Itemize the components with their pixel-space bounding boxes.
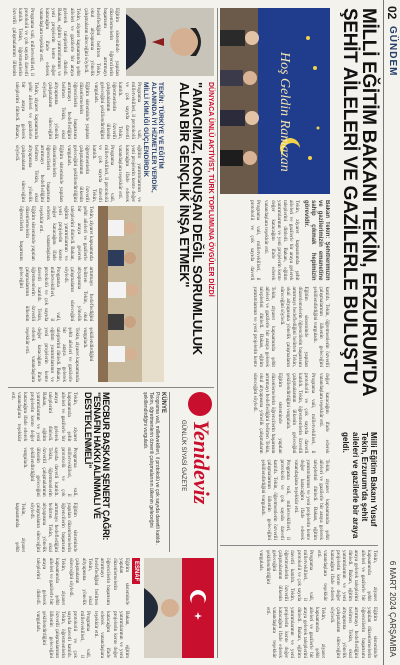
classroom-art <box>98 206 164 382</box>
side-story-headline: MECBUR BAŞKANI ŞENERT ÇAĞRI: "ESNAFIN HAKKI ALINMALI VE DESTEKLENMELİ" <box>82 392 111 541</box>
body-paragraph: Tekin, ziyaret kapsamında şehit aileleri ve gazilerle bir araya gelerek taleplerini dinledi. Bakan, eğitim yatırımlarının ve yeni projelerin kente değer katacağını ifade ederek vatandaşlara teşekkür etti. <box>263 200 301 281</box>
section-label: GÜNDEM <box>387 26 398 77</box>
portrait-art <box>126 8 214 76</box>
body-paragraph: Programa vali, milletvekilleri, il protokolü ve çok sayıda davetli katıldı. Tekin, öğretmenlerin özverili çalışmalarının ülkenin geleceğini şekillendirdiğini vurguladı. <box>17 266 94 362</box>
body-paragraph: Eğitim sisteminde yapılan düzenlemelerin öğrencilerin başarısını artırmayı hedeflediğini belirten Tekin, okul altyapısına yönelik çalışmaların süreceğini söyledi. <box>28 502 78 552</box>
main-photo-art <box>220 8 330 194</box>
body-paragraph: Eğitim sisteminde yapılan düzenlemelerin öğrencilerin başarısını artırmayı hedeflediğini belirten Tekin, okul altyapısına yönelik çalışmaların süreceğini söyledi. <box>40 82 91 139</box>
side-photo <box>144 558 214 658</box>
section-divider <box>217 8 218 658</box>
body-paragraph: Tekin, ziyaret kapsamında şehit aileleri ve gazilerle bir araya gelerek taleplerini dinledi. Bakan, eğitim yatırımlarının ve yeni projelerin kente değer katacağını ifade ederek vatandaşlara teşekkür etti. <box>264 607 327 658</box>
body-paragraph: Eğitim sisteminde yapılan düzenlemelerin öğrencilerin başarısını artırmayı hedeflediğini belirten Tekin, okul altyapısına yönelik çalışmaların süreceğini söyledi. <box>14 145 64 202</box>
side-photo-art <box>144 558 214 658</box>
second-story-text <box>8 82 142 202</box>
body-paragraph: Programa vali, milletvekilleri, il protokolü ve çok sayıda davetli katıldı. Tekin, öğretmenlerin özverili çalışmalarının ülkenin geleceğini şekillendirdiğini vurguladı. <box>249 200 330 367</box>
body-paragraph: Programa vali, milletvekilleri, il protokolü ve çok sayıda davetli katıldı. Tekin, öğretmenlerin özverili çalışmalarının ülkenin geleceğini şekillendirdiğini vurguladı. <box>92 82 142 139</box>
body-paragraph: Tekin, ziyaret kapsamında şehit aileleri ve gazilerle bir araya gelerek taleplerini dinledi. Bakan, eğitim yatırımlarının ve yeni projelerin kente değer katacağını ifade ederek vatandaşlara teşekkür etti. <box>37 8 81 76</box>
body-paragraph: Programa vali, milletvekilleri, il protokolü ve çok sayıda davetli katıldı. Tekin, öğretmenlerin özverili çalışmalarının ülkenin <box>10 8 36 76</box>
imprint-title: KÜNYE <box>160 392 166 414</box>
body-paragraph: Tekin, ziyaret kapsamında şehit aileleri ve gazilerle bir araya gelerek taleplerini dinledi. Bakan, eğitim yatırımlarının ve yeni projelerin kente değer katacağını ifade ederek vatandaşlara teşekkür etti. <box>38 206 94 261</box>
body-paragraph: Programa vali, milletvekilleri, il protokolü ve çok sayıda davetli katıldı. Tekin, öğretmenlerin özverili çalışmalarının ülkenin geleceğini şekillendirdiğini vurguladı. <box>258 550 314 601</box>
body-paragraph: Programa vali, milletvekilleri, il protokolü ve çok sayıda davetli katıldı. Tekin, öğretmenlerin özverili çalışmalarının ülkenin geleceğini şekillendirdiğini vurguladı. <box>284 373 316 454</box>
body-paragraph: Programa vali, milletvekilleri, il protokolü ve çok sayıda davetli katıldı. Tekin, öğretmenlerin özverili çalışmalarının ülkenin geleceğini şekillendirdiğini vurguladı. <box>65 145 116 202</box>
second-story-text-2 <box>8 206 94 382</box>
far-right-text <box>8 558 130 658</box>
classroom-photo <box>98 206 164 382</box>
main-headline: MİLLİ EĞİTİM BAKANI TEKİN, ERZURUM'DA ŞEHİT AİLELERİ VE GAZİLERLE BULUŞTU <box>338 8 379 396</box>
body-paragraph: Tekin, ziyaret kapsamında şehit aileleri ve gazilerle bir araya gelerek taleplerini dinledi. Bakan, eğitim yatırımlarının ve yeni projelerin kente değer katacağını ifade ederek vatandaşlara teşekkür etti. <box>316 550 378 601</box>
body-paragraph: Eğitim sisteminde yapılan düzenlemelerin öğrencilerin başarısını artırmayı hedeflediğini belirten Tekin, okul altyapısına yönelik çalışmaların süreceğini söyledi. <box>251 373 283 454</box>
body-paragraph: Eğitim sisteminde yapılan düzenlemelerin öğrencilerin başarısını artırmayı hedeflediğini belirten Tekin, okul altyapısına yönelik çalışmaların süreceğini söyledi. <box>17 206 94 322</box>
main-story-continuation <box>220 550 378 658</box>
body-paragraph: Tekin, ziyaret kapsamında şehit <box>14 502 27 552</box>
side-story-text <box>8 392 78 552</box>
imprint-text: Programa vali, milletvekilleri, il protokolü ve çok sayıda davetli katıldı. Tekin, öğretmenlerin özverili çalışmalarının ülkenin geleceğini şekillendirdiğini vurguladı. <box>142 392 160 545</box>
main-photo <box>220 8 330 194</box>
second-story-subhead: TEKİN: TÜRKİYE VE EĞİTİM ALANINDA İYİ HİZMETLER VERDİK, MİLLİ KİMLİĞİ GÜÇLENDİRDİK <box>142 82 164 193</box>
portrait-photo <box>126 8 214 76</box>
second-story-headline: "AMACIMIZ, KONUŞAN DEĞİL SORUMLULUK ALAN BİR GENÇLİK İNŞA ETMEK" <box>176 82 205 355</box>
main-story-text <box>220 200 330 540</box>
page-header-strip <box>383 0 400 665</box>
masthead-logo: Yenideviz <box>189 420 214 505</box>
portrait-column-text <box>8 8 120 76</box>
body-paragraph: Tekin, ziyaret kapsamında şehit aileleri ve gazilerle bir araya gelerek taleplerini dinledi. Bakan, eğitim yatırımlarının ve yeni projelerin kente değer katacağını ifade ederek vatandaşlara teşekkür etti. <box>251 286 330 454</box>
body-paragraph: Programa vali, milletvekilleri, il protokolü ve çok sayıda davetli katıldı. Tekin, öğretmenlerin özverili çalışmalarının ülkenin geleceğini şekillendirdiğini vurguladı. <box>35 611 91 658</box>
column-divider <box>8 387 214 388</box>
body-paragraph: Eğitim sisteminde yapılan düzenlemelerin öğrencilerin başarısını artırmayı hedeflediğini belirten Tekin, okul altyapısına yönelik çalışmaların süreceğini söyledi. <box>328 607 378 658</box>
imprint-block <box>116 392 166 552</box>
page-number: 02 <box>385 6 399 20</box>
body-paragraph: Tekin, ziyaret kapsamında şehit aileleri ve gazilerle bir araya gelerek taleplerini dinledi. Bakan, eğitim yatırımlarının ve yeni projelerin kente değer katacağını ifade ederek vatandaşlara teşekkür etti. <box>14 82 142 202</box>
body-paragraph: Tekin, ziyaret kapsamında şehit aileleri ve gazilerle bir araya gelerek taleplerini dinledi. Bakan, eğitim yatırımlarının ve yeni projelerin kente değer katacağını ifade ederek vatandaşlara teşekkür etti. <box>23 327 80 382</box>
side-story-tag: ESNAF <box>132 558 140 584</box>
column-divider <box>220 545 378 546</box>
masthead-tagline: GÜNLÜK SİYASİ GAZETE <box>180 420 186 492</box>
body-paragraph: Programa vali, milletvekilleri, il protokolü ve çok sayıda davetli katıldı. Tekin, öğretmenlerin özverili çalışmalarının ülkenin geleceğini şekillendirdiğini vurguladı. <box>259 459 291 540</box>
body-paragraph: Eğitim sisteminde yapılan düzenlemelerin öğrencilerin başarısını artırmayı hedeflediğini belirten Tekin, okul altyapısına yönelik çalışmaların süreceğini söyledi. <box>82 8 120 76</box>
main-intro: Milli Eğitim Bakanı Yusuf Tekin, Erzurum'da şehit aileleri ve gazilerle bir araya geldi. <box>341 432 378 539</box>
photo-banner: Hoş Geldin Ramazan <box>277 52 292 172</box>
body-paragraph: Tekin, ziyaret kapsamında şehit aileleri ve gazilerle bir araya gelerek taleplerini dinledi. Bakan, eğitim yatırımlarının ve yeni projelerin kente değer katacağını ifade ederek vatandaşlara teşekkür etti. <box>35 558 130 658</box>
masthead <box>169 392 214 552</box>
issue-date: 6 MART 2024 ÇARŞAMBA <box>388 560 397 657</box>
main-lead: Bakan Tekin: Şehitlerimizin ve gazilerimizin emanetine sahip çıkmak hepimizin görevidir. <box>303 200 330 281</box>
logo-mark-icon <box>188 392 212 416</box>
body-paragraph: Tekin, ziyaret kapsamında şehit aileleri ve gazilerle bir araya gelerek taleplerini dinledi. Bakan, eğitim yatırımlarının ve yeni projelerin kente değer katacağını ifade ederek vatandaşlara teşekkür etti. <box>9 392 78 442</box>
body-paragraph: Tekin, ziyaret kapsamında şehit aileleri ve gazilerle bir araya gelerek taleplerini dinledi. Bakan, eğitim yatırımlarının ve yeni projelerin kente değer katacağını ifade ederek vatandaşlara teşekkür etti. <box>292 459 330 540</box>
body-paragraph: Eğitim sisteminde yapılan düzenlemelerin öğrencilerin başarısını artırmayı hedeflediğini belirten Tekin, okul altyapısına yönelik çalışmaların süreceğini söyledi. <box>278 286 310 367</box>
body-paragraph: Eğitim sisteminde yapılan düzenlemelerin öğrencilerin başarısını artırmayı hedeflediğini belirten Tekin, okul altyapısına yönelik çalışmaların süreceğini söyledi. <box>68 558 130 605</box>
body-paragraph: Programa vali, milletvekilleri, il protokolü ve çok sayıda davetli katıldı. Tekin, öğretmenlerin özverili çalışmalarının ülkenin geleceğini şekillendirdiğini vurguladı. <box>22 447 78 497</box>
second-story-kicker: DÜNYACA ÜNLÜ AKTİVİST, TÜRK TOPLUMUNA ÖVGÜLER DİZDİ <box>207 82 214 297</box>
